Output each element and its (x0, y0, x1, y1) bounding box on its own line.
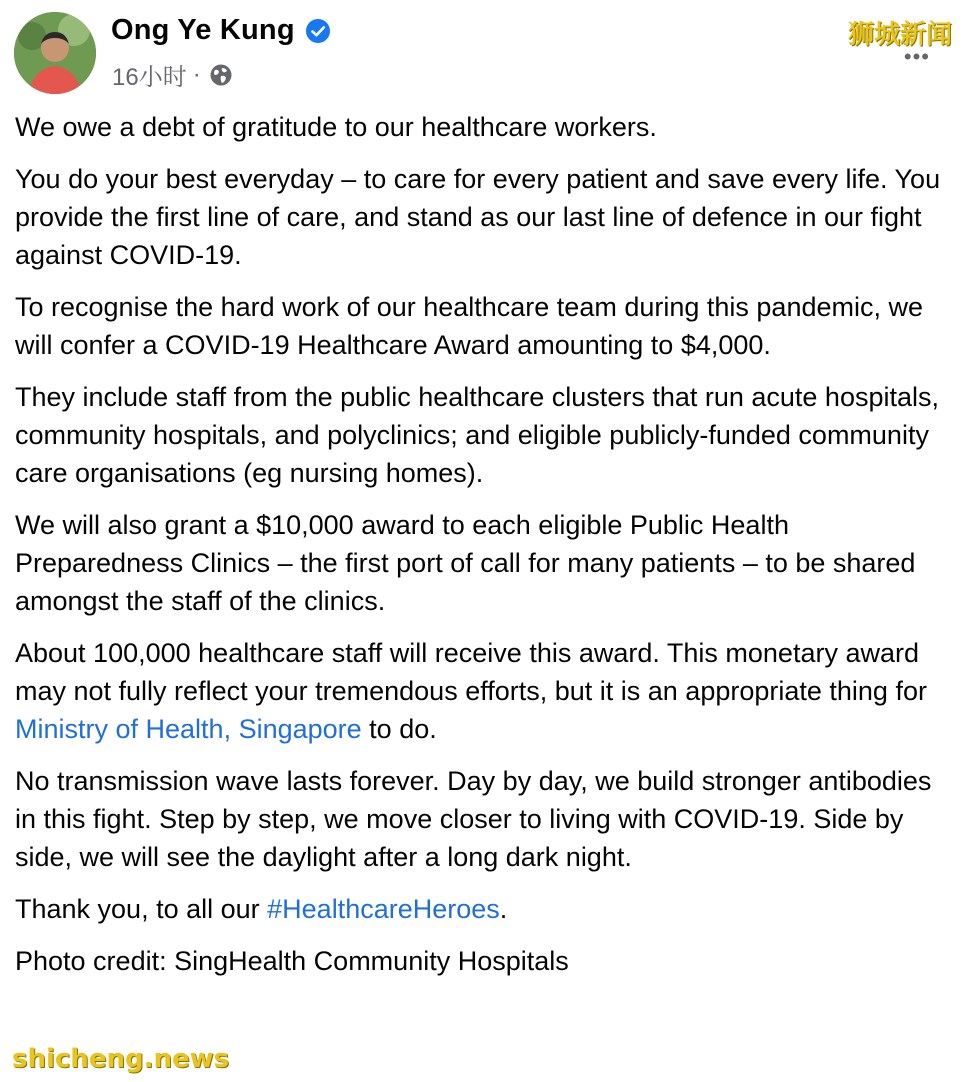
moh-page-link[interactable]: Ministry of Health, Singapore (15, 714, 362, 744)
paragraph-7: No transmission wave lasts forever. Day by day, we build stronger antibodies in this fight. Step by step, we move closer to living with COVID-19. Side by side, we will see the daylight after a long dark night. (15, 766, 932, 872)
verified-badge-icon (305, 18, 331, 44)
paragraph-2: You do your best everyday – to care for every patient and save every life. You provide the first line of care, and stand as our last line of defence in our fight against COVID-19. (15, 164, 941, 270)
paragraph-6-text: About 100,000 healthcare staff will receive this award. This monetary award may not fully reflect your tremendous efforts, but it is an appropriate thing for (15, 638, 927, 706)
avatar[interactable] (14, 12, 96, 94)
paragraph-3: To recognise the hard work of our healthcare team during this pandemic, we will confer a COVID-19 Healthcare Award amounting to $4,000. (15, 292, 923, 360)
paragraph-4: They include staff from the public healthcare clusters that run acute hospitals, community hospitals, and polyclinics; and eligible publicly-funded community care organisations (eg nursing homes). (15, 382, 939, 488)
photo-credit: Photo credit: SingHealth Community Hospitals (15, 946, 569, 976)
post-meta (112, 57, 233, 92)
post-timestamp[interactable]: 16小时 (112, 64, 187, 91)
author-name[interactable] (111, 14, 331, 47)
watermark-bottom: shicheng.news (12, 1044, 230, 1074)
hashtag-link[interactable]: #HealthcareHeroes (267, 894, 500, 924)
paragraph-8 (15, 890, 955, 928)
avatar-image (14, 12, 96, 94)
paragraph-6-end: to do. (361, 714, 437, 744)
globe-icon[interactable] (209, 63, 233, 87)
paragraph-8-end: . (499, 894, 508, 924)
more-options-icon[interactable]: ••• (903, 44, 930, 69)
post-header (0, 0, 964, 100)
author-name-text[interactable]: Ong Ye Kung (111, 14, 295, 46)
meta-separator: · (192, 60, 201, 88)
paragraph-8-text: Thank you, to all our (15, 894, 268, 924)
paragraph-6 (15, 634, 955, 748)
post-body (15, 108, 955, 994)
paragraph-1: We owe a debt of gratitude to our healthcare workers. (15, 112, 657, 142)
watermark-top: 狮城新闻 (847, 20, 952, 50)
paragraph-5: We will also grant a $10,000 award to each eligible Public Health Preparedness Clinics – the first port of call for many patients – to be shared amongst the staff of the clinics. (15, 510, 916, 616)
